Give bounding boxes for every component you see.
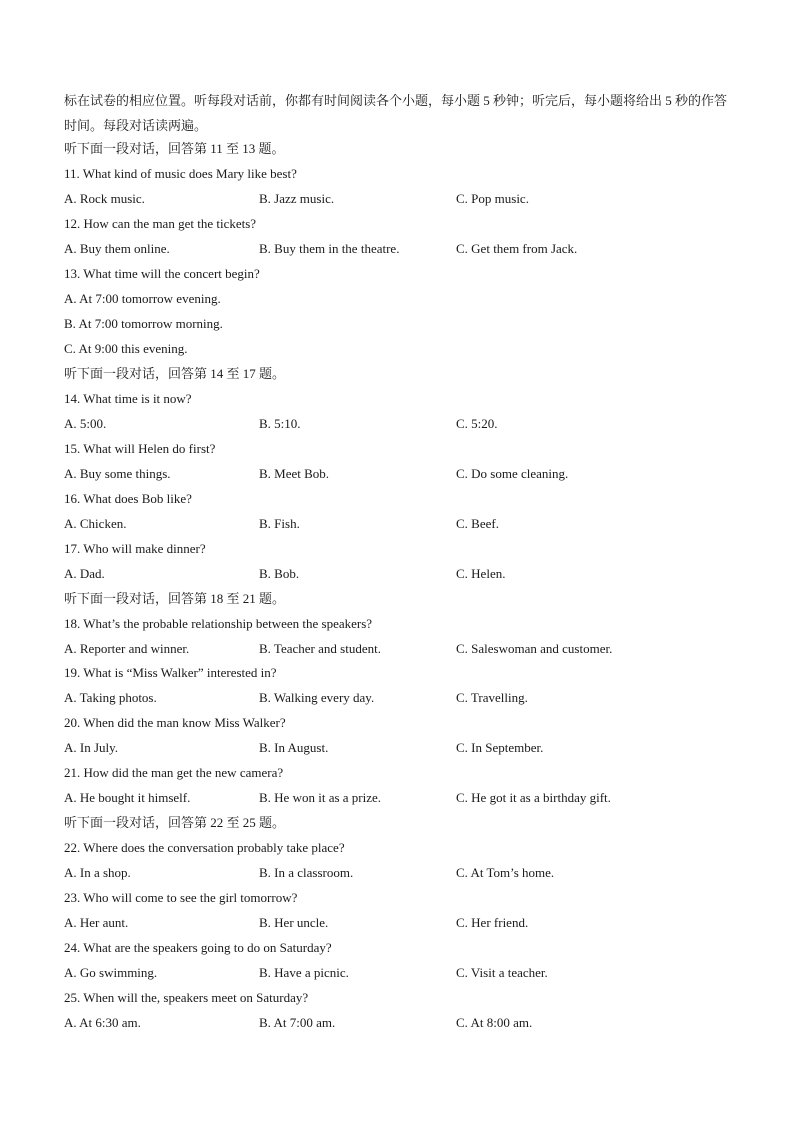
question-17-option-b: B. Bob. <box>259 566 300 581</box>
question-24-option-c: C. Visit a teacher. <box>456 965 548 980</box>
intro-paragraph: 标在试卷的相应位置。听每段对话前，你都有时间阅读各个小题，每小题 5 秒钟；听完后，每小题将给出 5 秒的作答时间。每段对话读两遍。 <box>64 93 728 133</box>
question-21-stem: 21. How did the man get the new camera? <box>64 765 284 780</box>
question-20-option-a: A. In July. <box>64 740 119 755</box>
question-15-option-b: B. Meet Bob. <box>259 466 330 481</box>
question-14-option-a: A. 5:00. <box>64 416 107 431</box>
question-18-stem: 18. What’s the probable relationship between the speakers? <box>64 616 373 631</box>
question-18-option-a: A. Reporter and winner. <box>64 641 190 656</box>
question-23-option-c: C. Her friend. <box>456 915 529 930</box>
question-13-option-c: C. At 9:00 this evening. <box>64 341 188 356</box>
question-16-option-a: A. Chicken. <box>64 516 127 531</box>
question-13-option-b: B. At 7:00 tomorrow morning. <box>64 316 223 331</box>
section-heading-22-25: 听下面一段对话，回答第 22 至 25 题。 <box>64 815 286 830</box>
question-11-stem: 11. What kind of music does Mary like best? <box>64 166 297 181</box>
question-17-stem: 17. Who will make dinner? <box>64 541 206 556</box>
question-20-stem: 20. When did the man know Miss Walker? <box>64 715 286 730</box>
question-19-option-c: C. Travelling. <box>456 690 528 705</box>
question-16-stem: 16. What does Bob like? <box>64 491 192 506</box>
question-24-stem: 24. What are the speakers going to do on Saturday? <box>64 940 332 955</box>
question-22-option-a: A. In a shop. <box>64 865 131 880</box>
section-heading-11-13: 听下面一段对话，回答第 11 至 13 题。 <box>64 141 285 156</box>
question-22-stem: 22. Where does the conversation probably take place? <box>64 840 345 855</box>
question-16-option-c: C. Beef. <box>456 516 499 531</box>
question-20-option-c: C. In September. <box>456 740 544 755</box>
question-25-option-a: A. At 6:30 am. <box>64 1015 141 1030</box>
question-17-option-c: C. Helen. <box>456 566 506 581</box>
question-11-option-a: A. Rock music. <box>64 191 145 206</box>
question-25-option-b: B. At 7:00 am. <box>259 1015 336 1030</box>
question-12-stem: 12. How can the man get the tickets? <box>64 216 257 231</box>
question-21-option-b: B. He won it as a prize. <box>259 790 382 805</box>
question-17-option-a: A. Dad. <box>64 566 105 581</box>
question-25-stem: 25. When will the, speakers meet on Saturday? <box>64 990 309 1005</box>
question-24-option-b: B. Have a picnic. <box>259 965 349 980</box>
question-12-option-c: C. Get them from Jack. <box>456 241 578 256</box>
question-13-option-a: A. At 7:00 tomorrow evening. <box>64 291 221 306</box>
section-heading-14-17: 听下面一段对话，回答第 14 至 17 题。 <box>64 366 286 381</box>
question-15-stem: 15. What will Helen do first? <box>64 441 216 456</box>
question-14-option-b: B. 5:10. <box>259 416 301 431</box>
question-18-option-c: C. Saleswoman and customer. <box>456 641 613 656</box>
question-22-option-c: C. At Tom’s home. <box>456 865 555 880</box>
question-23-stem: 23. Who will come to see the girl tomorrow? <box>64 890 298 905</box>
question-24-option-a: A. Go swimming. <box>64 965 158 980</box>
question-21-option-a: A. He bought it himself. <box>64 790 191 805</box>
question-12-option-b: B. Buy them in the theatre. <box>259 241 400 256</box>
question-23-option-a: A. Her aunt. <box>64 915 129 930</box>
question-13-stem: 13. What time will the concert begin? <box>64 266 260 281</box>
question-23-option-b: B. Her uncle. <box>259 915 329 930</box>
question-14-option-c: C. 5:20. <box>456 416 498 431</box>
question-14-stem: 14. What time is it now? <box>64 391 192 406</box>
question-19-option-a: A. Taking photos. <box>64 690 157 705</box>
question-18-option-b: B. Teacher and student. <box>259 641 381 656</box>
question-11-option-c: C. Pop music. <box>456 191 529 206</box>
question-19-option-b: B. Walking every day. <box>259 690 375 705</box>
question-20-option-b: B. In August. <box>259 740 329 755</box>
question-12-option-a: A. Buy them online. <box>64 241 170 256</box>
question-19-stem: 19. What is “Miss Walker” interested in? <box>64 665 277 680</box>
question-21-option-c: C. He got it as a birthday gift. <box>456 790 611 805</box>
question-11-option-b: B. Jazz music. <box>259 191 335 206</box>
question-22-option-b: B. In a classroom. <box>259 865 354 880</box>
question-15-option-a: A. Buy some things. <box>64 466 171 481</box>
question-25-option-c: C. At 8:00 am. <box>456 1015 533 1030</box>
question-15-option-c: C. Do some cleaning. <box>456 466 569 481</box>
section-heading-18-21: 听下面一段对话，回答第 18 至 21 题。 <box>64 591 286 606</box>
question-16-option-b: B. Fish. <box>259 516 300 531</box>
